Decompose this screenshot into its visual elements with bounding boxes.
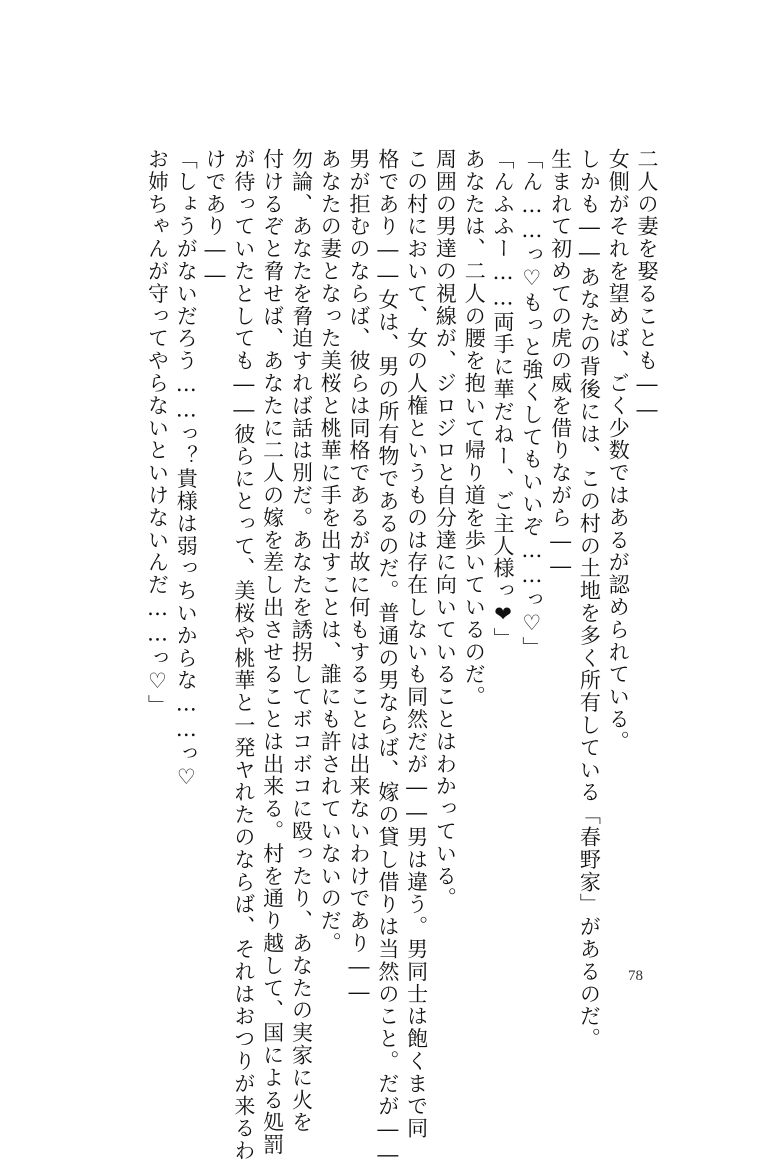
text-line-4: 生まれて初めての虎の威を借りながら―― — [548, 148, 573, 580]
text-line-5: 「ん……っ♡もっと強くしてもいいぞ……っ♡」 — [519, 148, 544, 659]
text-line-16: けであり―― — [203, 148, 228, 289]
text-line-15: が待っていたとしても――彼らにとって、美桜や桃華と一発ヤれたのならば、それはおつりが来るわ — [231, 148, 256, 1162]
text-line-1: 二人の妻を娶ることも―― — [635, 148, 659, 423]
text-line-12: あなたの妻となった美桜と桃華に手を出すことは、誰にも許されていないのだ。 — [318, 148, 343, 955]
text-line-7: あなたは、二人の腰を抱いて帰り道を歩いているのだ。 — [462, 148, 487, 708]
text-line-9: この村において、女の人権というものは存在しないも同然だが――男は違う。男同士は飽くまで同 — [404, 148, 429, 1140]
text-line-14: 付けるぞと脅せば、あなたに二人の嫁を差し出させることは出来る。村を通り越して、国による処罰 — [260, 148, 285, 1156]
text-line-13: 勿論、あなたを脅迫すれば話は別だ。あなたを誘拐してボコボコに殴ったり、あなたの実家に火を — [289, 148, 314, 1134]
text-line-3: しかも――あなたの背後には、この村の土地を多く所有している「春野家」があるのだ。 — [577, 148, 602, 1050]
text-line-17: 「しょうがないだろう……っ？貴様は弱っちいからな……っ♡ — [174, 148, 199, 791]
text-line-6: 「んふふー……両手に華だねー、ご主人様っ❤」 — [491, 148, 516, 650]
text-line-18: お姉ちゃんが守ってやらないといけないんだ……っ♡」 — [145, 148, 170, 717]
page-number: 78 — [628, 968, 643, 984]
text-line-8: 周囲の男達の視線が、ジロジロと自分達に向いていることはわかっている。 — [433, 148, 458, 910]
text-line-2: 女側がそれを望めば、ごく少数ではあるが認められている。 — [606, 148, 631, 753]
text-line-10: 格であり――女は、男の所有物であるのだ。普通の男ならば、嫁の貸し借りは当然のこと。だが―― — [375, 148, 400, 1168]
text-line-11: 男が拒むのならば、彼らは同格であるが故に何もすることは出来ないわけであり―― — [347, 148, 372, 1006]
